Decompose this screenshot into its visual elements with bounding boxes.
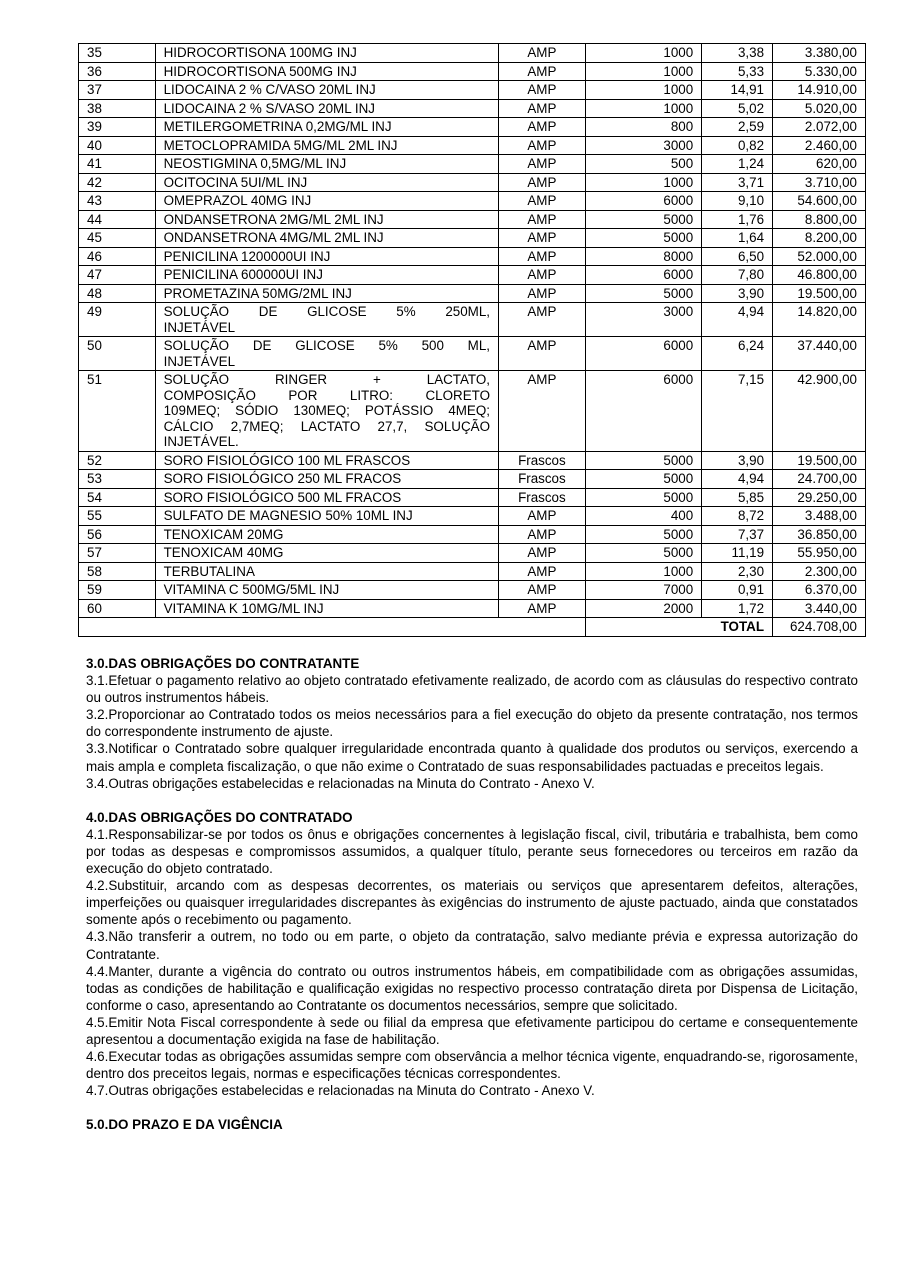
table-row	[79, 192, 866, 211]
item-number: 46	[79, 247, 156, 266]
item-description: ONDANSETRONA 4MG/ML 2ML INJ	[155, 229, 498, 248]
item-number: 50	[79, 337, 156, 371]
section-heading: 3.0.DAS OBRIGAÇÕES DO CONTRATANTE	[86, 656, 360, 671]
item-description-line: INJETÁVEL	[163, 353, 236, 369]
item-quantity: 1000	[585, 99, 701, 118]
table-row	[79, 62, 866, 81]
section-heading: 4.0.DAS OBRIGAÇÕES DO CONTRATADO	[86, 809, 353, 825]
item-description: PROMETAZINA 50MG/2ML INJ	[155, 284, 498, 303]
item-unit-price: 1,24	[702, 155, 773, 174]
clause-paragraph: 3.2.Proporcionar ao Contratado todos os meios necessários para a fiel execução do objeto da presente contratação, nos termos do correspondente instrumento de ajuste.	[86, 707, 858, 740]
item-quantity: 1000	[585, 173, 701, 192]
item-unit-price: 7,80	[702, 266, 773, 285]
item-quantity: 8000	[585, 247, 701, 266]
table-row	[79, 371, 866, 452]
table-row	[79, 284, 866, 303]
item-unit-price: 4,94	[702, 470, 773, 489]
item-description: METOCLOPRAMIDA 5MG/ML 2ML INJ	[155, 136, 498, 155]
item-unit: AMP	[499, 247, 586, 266]
item-unit: AMP	[499, 136, 586, 155]
item-number: 39	[79, 118, 156, 137]
item-description	[155, 371, 498, 452]
item-unit-price: 1,64	[702, 229, 773, 248]
item-quantity: 5000	[585, 210, 701, 229]
item-description: TENOXICAM 20MG	[155, 525, 498, 544]
item-unit: AMP	[499, 284, 586, 303]
item-number: 45	[79, 229, 156, 248]
table-row	[79, 470, 866, 489]
table-row	[79, 247, 866, 266]
item-total: 54.600,00	[773, 192, 866, 211]
item-quantity: 5000	[585, 544, 701, 563]
item-number: 47	[79, 266, 156, 285]
item-description: VITAMINA C 500MG/5ML INJ	[155, 581, 498, 600]
item-quantity: 400	[585, 507, 701, 526]
item-quantity: 5000	[585, 451, 701, 470]
item-unit: AMP	[499, 303, 586, 337]
item-quantity: 1000	[585, 81, 701, 100]
item-number: 56	[79, 525, 156, 544]
table-row	[79, 81, 866, 100]
item-unit-price: 4,94	[702, 303, 773, 337]
items-table-body	[79, 44, 866, 637]
item-total: 3.440,00	[773, 599, 866, 618]
item-description-line: INJETÁVEL	[163, 319, 236, 335]
table-row	[79, 525, 866, 544]
item-quantity: 5000	[585, 284, 701, 303]
item-unit-price: 2,30	[702, 562, 773, 581]
item-unit-price: 0,82	[702, 136, 773, 155]
item-unit-price: 11,19	[702, 544, 773, 563]
item-number: 53	[79, 470, 156, 489]
item-quantity: 5000	[585, 229, 701, 248]
clause-paragraph: 4.1.Responsabilizar-se por todos os ônus e obrigações concernentes à legislação fiscal, civil, tributária e trabalhista, bem como por todas as despesas e compromissos assumidos, a qualquer título, perante seus fornecedores ou terceiros em razão da execução do objeto contratado.	[86, 826, 858, 877]
item-description-line: SOLUÇÃO DE GLICOSE 5% 500 ML,	[163, 338, 490, 353]
item-description: SORO FISIOLÓGICO 500 ML FRACOS	[155, 488, 498, 507]
item-total: 620,00	[773, 155, 866, 174]
item-number: 43	[79, 192, 156, 211]
item-unit: Frascos	[499, 470, 586, 489]
item-quantity: 1000	[585, 562, 701, 581]
item-unit-price: 3,38	[702, 44, 773, 63]
item-description: OMEPRAZOL 40MG INJ	[155, 192, 498, 211]
total-label: TOTAL	[585, 618, 772, 637]
item-number: 38	[79, 99, 156, 118]
item-description-line: INJETÁVEL.	[163, 434, 239, 449]
item-number: 42	[79, 173, 156, 192]
clause-paragraph: 3.3.Notificar o Contratado sobre qualquer irregularidade encontrada quanto à qualidade dos produtos ou serviços, exercendo a mais ampla e completa fiscalização, o que não exime o Contratado de suas responsabilidades pactuadas e preceitos legais.	[86, 741, 858, 774]
table-row	[79, 507, 866, 526]
table-row	[79, 451, 866, 470]
item-unit: AMP	[499, 337, 586, 371]
item-number: 35	[79, 44, 156, 63]
item-quantity: 6000	[585, 337, 701, 371]
item-total: 36.850,00	[773, 525, 866, 544]
item-unit: AMP	[499, 99, 586, 118]
item-unit-price: 9,10	[702, 192, 773, 211]
clause-paragraph: 4.6.Executar todas as obrigações assumidas sempre com observância a melhor técnica vigente, enquadrando-se, rigorosamente, dentro dos preceitos legais, normas e especificações técnicas correspondentes.	[86, 1049, 858, 1082]
item-unit: AMP	[499, 581, 586, 600]
item-number: 59	[79, 581, 156, 600]
item-description: SORO FISIOLÓGICO 100 ML FRASCOS	[155, 451, 498, 470]
table-row	[79, 266, 866, 285]
item-quantity: 3000	[585, 136, 701, 155]
item-quantity: 5000	[585, 525, 701, 544]
section-spacer	[86, 792, 858, 809]
item-unit: AMP	[499, 266, 586, 285]
item-unit-price: 7,15	[702, 371, 773, 452]
item-total: 52.000,00	[773, 247, 866, 266]
clause-paragraph: 4.3.Não transferir a outrem, no todo ou em parte, o objeto da contratação, salvo mediante prévia e expressa autorização do Contratante.	[86, 929, 858, 962]
item-number: 51	[79, 371, 156, 452]
item-quantity: 1000	[585, 44, 701, 63]
clause-paragraph: 4.5.Emitir Nota Fiscal correspondente à sede ou filial da empresa que efetivamente participou do certame e consequentemente apresentou a documentação exigida na fase de habilitação.	[86, 1014, 858, 1047]
item-unit-price: 1,76	[702, 210, 773, 229]
item-unit: AMP	[499, 507, 586, 526]
item-unit: AMP	[499, 544, 586, 563]
table-row	[79, 581, 866, 600]
item-number: 60	[79, 599, 156, 618]
clause-paragraph: 4.7.Outras obrigações estabelecidas e relacionadas na Minuta do Contrato - Anexo V.	[86, 1083, 595, 1099]
item-quantity: 500	[585, 155, 701, 174]
item-total: 5.330,00	[773, 62, 866, 81]
clause-paragraph: 4.4.Manter, durante a vigência do contrato ou outros instrumentos hábeis, em compatibilidade com as obrigações assumidas, todas as condições de habilitação e qualificação exigidas no respectivo processo contratação direta por Dispensa de Licitação, conforme o caso, apresentando ao Contratante os documentos necessários, sempre que solicitado.	[86, 963, 858, 1013]
item-description: HIDROCORTISONA 500MG INJ	[155, 62, 498, 81]
item-number: 44	[79, 210, 156, 229]
table-row	[79, 210, 866, 229]
item-unit-price: 3,90	[702, 284, 773, 303]
item-total: 42.900,00	[773, 371, 866, 452]
item-unit-price: 5,33	[702, 62, 773, 81]
clause-paragraph: 3.1.Efetuar o pagamento relativo ao objeto contratado efetivamente realizado, de acordo com as cláusulas do respectivo contrato ou outros instrumentos hábeis.	[86, 673, 858, 706]
item-quantity: 800	[585, 118, 701, 137]
item-total: 3.488,00	[773, 507, 866, 526]
table-row	[79, 173, 866, 192]
item-quantity: 7000	[585, 581, 701, 600]
item-total: 19.500,00	[773, 284, 866, 303]
item-description: NEOSTIGMINA 0,5MG/ML INJ	[155, 155, 498, 174]
item-total: 2.072,00	[773, 118, 866, 137]
total-row	[79, 618, 866, 637]
item-description: OCITOCINA 5UI/ML INJ	[155, 173, 498, 192]
item-unit-price: 6,24	[702, 337, 773, 371]
clause-paragraph: 3.4.Outras obrigações estabelecidas e relacionadas na Minuta do Contrato - Anexo V.	[86, 775, 595, 791]
table-row	[79, 599, 866, 618]
item-unit: AMP	[499, 210, 586, 229]
item-unit: AMP	[499, 81, 586, 100]
item-total: 8.800,00	[773, 210, 866, 229]
item-description-line: COMPOSIÇÃO POR LITRO: CLORETO	[163, 387, 490, 403]
item-description: HIDROCORTISONA 100MG INJ	[155, 44, 498, 63]
item-description-line: 109MEQ; SÓDIO 130MEQ; POTÁSSIO 4MEQ;	[163, 403, 490, 418]
item-total: 6.370,00	[773, 581, 866, 600]
item-unit-price: 1,72	[702, 599, 773, 618]
table-row	[79, 118, 866, 137]
items-table	[78, 43, 866, 637]
item-total: 55.950,00	[773, 544, 866, 563]
item-total: 2.460,00	[773, 136, 866, 155]
table-row	[79, 229, 866, 248]
item-description	[155, 303, 498, 337]
item-total: 24.700,00	[773, 470, 866, 489]
item-total: 8.200,00	[773, 229, 866, 248]
table-row	[79, 544, 866, 563]
item-unit: AMP	[499, 192, 586, 211]
item-description	[155, 337, 498, 371]
section-heading: 5.0.DO PRAZO E DA VIGÊNCIA	[86, 1117, 283, 1133]
item-number: 41	[79, 155, 156, 174]
item-number: 55	[79, 507, 156, 526]
item-quantity: 1000	[585, 62, 701, 81]
item-total: 14.820,00	[773, 303, 866, 337]
item-number: 36	[79, 62, 156, 81]
item-description: PENICILINA 600000UI INJ	[155, 266, 498, 285]
item-number: 54	[79, 488, 156, 507]
item-unit-price: 5,02	[702, 99, 773, 118]
item-total: 5.020,00	[773, 99, 866, 118]
item-unit-price: 8,72	[702, 507, 773, 526]
item-quantity: 6000	[585, 266, 701, 285]
section-spacer	[86, 1099, 858, 1116]
item-number: 57	[79, 544, 156, 563]
item-description-line: SOLUÇÃO DE GLICOSE 5% 250ML,	[163, 304, 490, 319]
item-description: VITAMINA K 10MG/ML INJ	[155, 599, 498, 618]
item-unit-price: 5,85	[702, 488, 773, 507]
item-unit: AMP	[499, 173, 586, 192]
item-number: 48	[79, 284, 156, 303]
item-unit: Frascos	[499, 488, 586, 507]
total-blank	[79, 618, 586, 637]
table-row	[79, 44, 866, 63]
item-unit-price: 6,50	[702, 247, 773, 266]
table-row	[79, 303, 866, 337]
table-row	[79, 488, 866, 507]
item-description: PENICILINA 1200000UI INJ	[155, 247, 498, 266]
item-total: 3.380,00	[773, 44, 866, 63]
item-total: 46.800,00	[773, 266, 866, 285]
item-unit-price: 0,91	[702, 581, 773, 600]
item-unit: Frascos	[499, 451, 586, 470]
document-text	[86, 655, 858, 1133]
item-unit: AMP	[499, 229, 586, 248]
item-total: 29.250,00	[773, 488, 866, 507]
item-unit-price: 7,37	[702, 525, 773, 544]
table-row	[79, 136, 866, 155]
item-unit: AMP	[499, 118, 586, 137]
item-quantity: 6000	[585, 371, 701, 452]
total-value: 624.708,00	[773, 618, 866, 637]
item-unit-price: 3,71	[702, 173, 773, 192]
item-description-line: SOLUÇÃO RINGER + LACTATO,	[163, 372, 490, 387]
item-unit: AMP	[499, 599, 586, 618]
item-unit: AMP	[499, 371, 586, 452]
item-unit-price: 2,59	[702, 118, 773, 137]
item-description: SULFATO DE MAGNESIO 50% 10ML INJ	[155, 507, 498, 526]
item-number: 49	[79, 303, 156, 337]
clause-paragraph: 4.2.Substituir, arcando com as despesas decorrentes, os materiais ou serviços que apresentarem defeitos, alterações, imperfeições ou quaisquer irregularidades discrepantes às exigências do instrumento de ajuste pactuado, ainda que constatados somente após o recebimento ou pagamento.	[86, 878, 858, 928]
item-description: LIDOCAINA 2 % S/VASO 20ML INJ	[155, 99, 498, 118]
item-description: LIDOCAINA 2 % C/VASO 20ML INJ	[155, 81, 498, 100]
item-unit: AMP	[499, 525, 586, 544]
item-total: 14.910,00	[773, 81, 866, 100]
item-description: TENOXICAM 40MG	[155, 544, 498, 563]
item-total: 37.440,00	[773, 337, 866, 371]
item-quantity: 5000	[585, 470, 701, 489]
table-row	[79, 99, 866, 118]
item-unit: AMP	[499, 62, 586, 81]
item-unit: AMP	[499, 44, 586, 63]
item-description: METILERGOMETRINA 0,2MG/ML INJ	[155, 118, 498, 137]
table-row	[79, 155, 866, 174]
item-description: ONDANSETRONA 2MG/ML 2ML INJ	[155, 210, 498, 229]
table-row	[79, 337, 866, 371]
item-total: 3.710,00	[773, 173, 866, 192]
item-total: 2.300,00	[773, 562, 866, 581]
item-total: 19.500,00	[773, 451, 866, 470]
item-description: TERBUTALINA	[155, 562, 498, 581]
item-quantity: 3000	[585, 303, 701, 337]
item-unit: AMP	[499, 562, 586, 581]
item-quantity: 6000	[585, 192, 701, 211]
item-unit-price: 3,90	[702, 451, 773, 470]
item-number: 40	[79, 136, 156, 155]
item-quantity: 5000	[585, 488, 701, 507]
item-number: 58	[79, 562, 156, 581]
item-description: SORO FISIOLÓGICO 250 ML FRACOS	[155, 470, 498, 489]
item-unit: AMP	[499, 155, 586, 174]
table-row	[79, 562, 866, 581]
item-description-line: CÁLCIO 2,7MEQ; LACTATO 27,7, SOLUÇÃO	[163, 418, 490, 434]
item-number: 37	[79, 81, 156, 100]
item-unit-price: 14,91	[702, 81, 773, 100]
item-number: 52	[79, 451, 156, 470]
item-quantity: 2000	[585, 599, 701, 618]
